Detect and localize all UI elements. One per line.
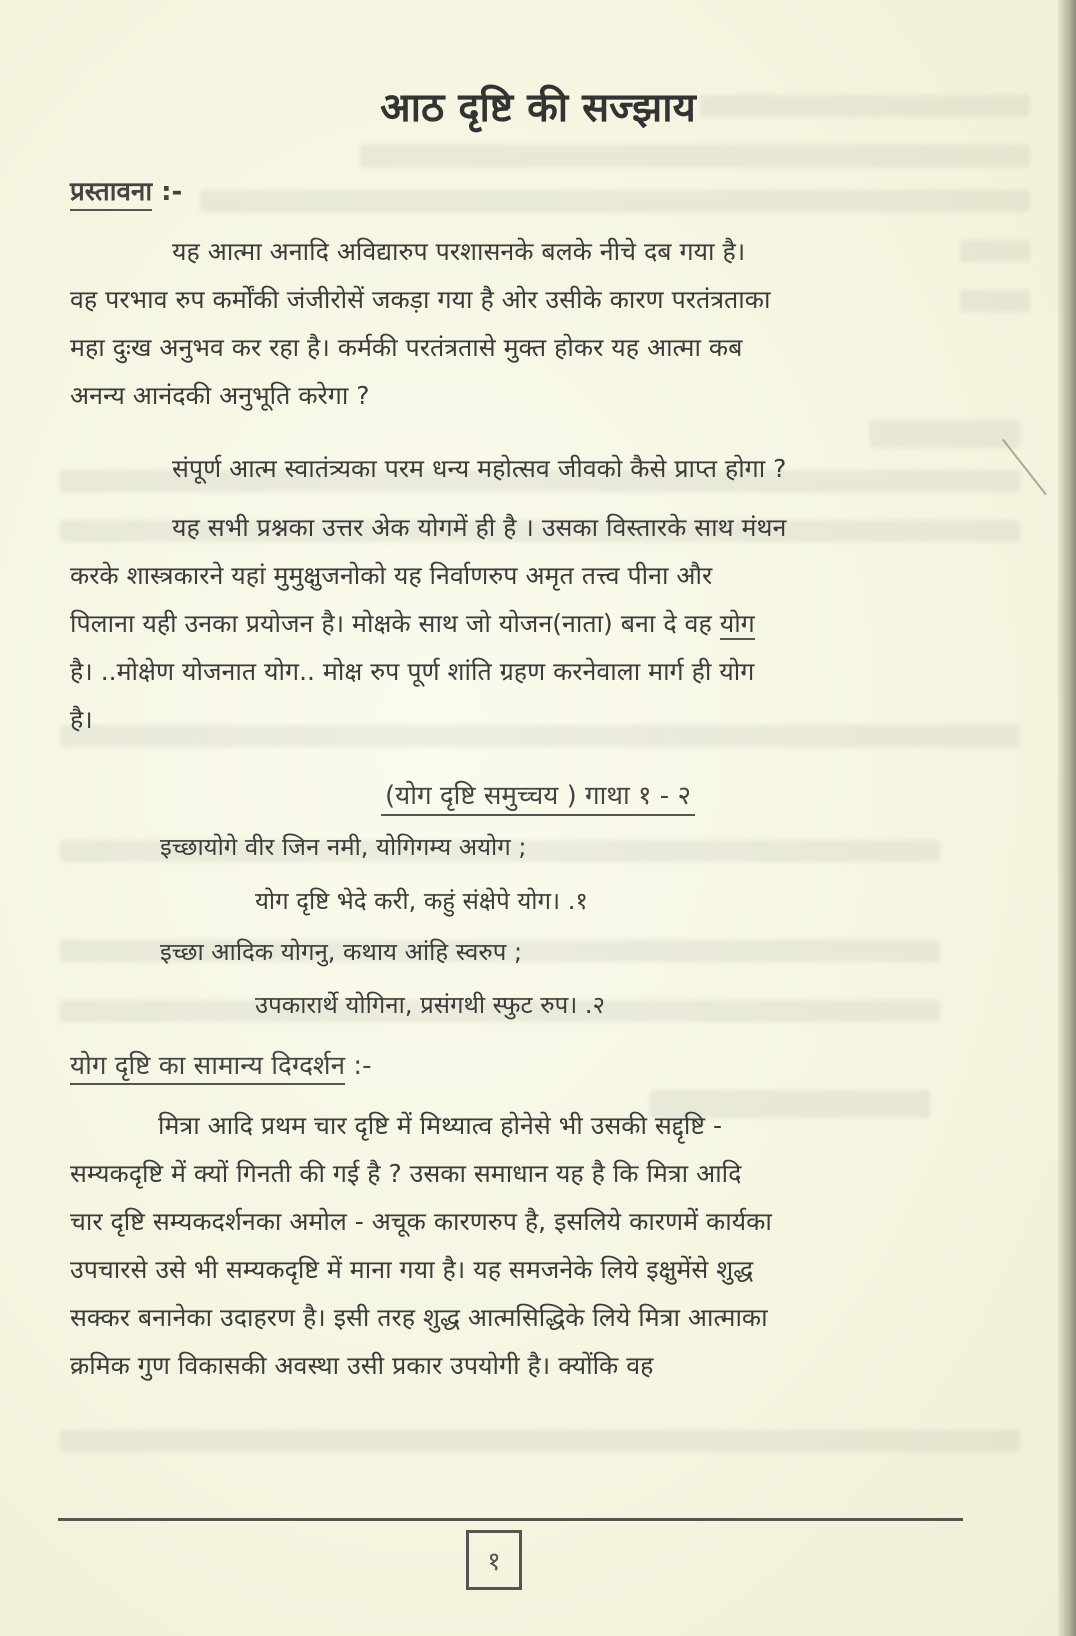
bleed-through: [200, 190, 1030, 212]
page-number-box: [466, 1530, 522, 1590]
page-number: १: [487, 1547, 501, 1577]
verse-line: इच्छा आदिक योगनु, कथाय आंहि स्वरुप ;: [160, 938, 523, 966]
paragraph: [70, 504, 975, 744]
page-edge-shadow: [1058, 0, 1076, 1636]
paragraph: [70, 445, 975, 493]
bleed-through: [870, 420, 1020, 448]
paragraph: [70, 1102, 975, 1390]
section-heading-text: योग दृष्टि का सामान्य दिग्दर्शन: [70, 1051, 345, 1085]
paragraph-line-text: पिलाना यही उनका प्रयोजन है। मोक्षके साथ जो योजन(नाता) बना दे वह: [70, 609, 712, 638]
verse-line: उपकारार्थे योगिना, प्रसंगथी स्फुट रुप। .२: [255, 991, 606, 1019]
paragraph: [70, 228, 975, 420]
bleed-through: [360, 145, 1030, 167]
footer-rule: [58, 1518, 963, 1521]
verse-line: योग दृष्टि भेदे करी, कहुं संक्षेपे योग। .१: [255, 887, 588, 915]
paragraph-line: यह सभी प्रश्नका उत्तर अेक योगमें ही है । उसका विस्तारके साथ मंथन: [172, 513, 787, 542]
paragraph-line: क्रमिक गुण विकासकी अवस्था उसी प्रकार उपयोगी है। क्योंकि वह: [70, 1351, 654, 1380]
paragraph-line: है।: [70, 705, 93, 734]
underlined-term-yoga: योग: [719, 609, 755, 638]
paragraph-line: [70, 600, 975, 648]
bleed-through: [60, 1430, 1020, 1452]
gatha-heading-text: (योग दृष्टि समुच्चय ) गाथा १ - २: [381, 781, 695, 816]
paragraph-line: मित्रा आदि प्रथम चार दृष्टि में मिथ्यात्व होनेसे भी उसकी सद्दृष्टि -: [158, 1111, 722, 1140]
paragraph-line: वह परभाव रुप कर्मोंकी जंजीरोसें जकड़ा गया है ओर उसीके कारण परतंत्रताका: [70, 285, 771, 314]
paragraph-line: चार दृष्टि सम्यकदर्शनका अमोल - अचूक कारणरुप है, इसलिये कारणमें कार्यका: [70, 1207, 772, 1236]
paragraph-line: यह आत्मा अनादि अविद्यारुप परशासनके बलके नीचे दब गया है।: [172, 237, 746, 266]
paragraph-line: उपचारसे उसे भी सम्यकदृष्टि में माना गया है। यह समजनेके लिये इक्षुमेंसे शुद्ध: [70, 1255, 754, 1284]
page-title: आठ दृष्टि की सज्झाय: [380, 85, 696, 131]
section-heading-prastavana: [70, 172, 182, 208]
section-heading-samanya-digdarshan: [70, 1046, 371, 1082]
verse-line: इच्छायोगे वीर जिन नमी, योगिगम्य अयोग ;: [160, 833, 527, 861]
paragraph-line: सक्कर बनानेका उदाहरण है। इसी तरह शुद्ध आत्मसिद्धिके लिये मित्रा आत्माका: [70, 1303, 768, 1332]
section-heading-text: प्रस्तावना: [70, 177, 152, 211]
section-heading-suffix: :-: [353, 1051, 372, 1081]
paragraph-line: सम्यकदृष्टि में क्यों गिनती की गई है ? उसका समाधान यह है कि मित्रा आदि: [70, 1159, 742, 1188]
paragraph-line: अनन्य आनंदकी अनुभूति करेगा ?: [70, 381, 370, 410]
section-heading-suffix: :-: [161, 177, 183, 207]
paragraph-line: है। ..मोक्षेण योजनात योग.. मोक्ष रुप पूर्ण शांति ग्रहण करनेवाला मार्ग ही योग: [70, 657, 755, 686]
gatha-heading: [0, 776, 1076, 812]
paragraph-line: करके शास्त्रकारने यहां मुमुक्षुजनोको यह निर्वाणरुप अमृत तत्त्व पीना और: [70, 561, 713, 590]
paragraph-line: संपूर्ण आत्म स्वातंत्र्यका परम धन्य महोत्सव जीवको कैसे प्राप्त होगा ?: [172, 454, 787, 483]
paragraph-line: महा दुःख अनुभव कर रहा है। कर्मकी परतंत्रतासे मुक्त होकर यह आत्मा कब: [70, 333, 743, 362]
